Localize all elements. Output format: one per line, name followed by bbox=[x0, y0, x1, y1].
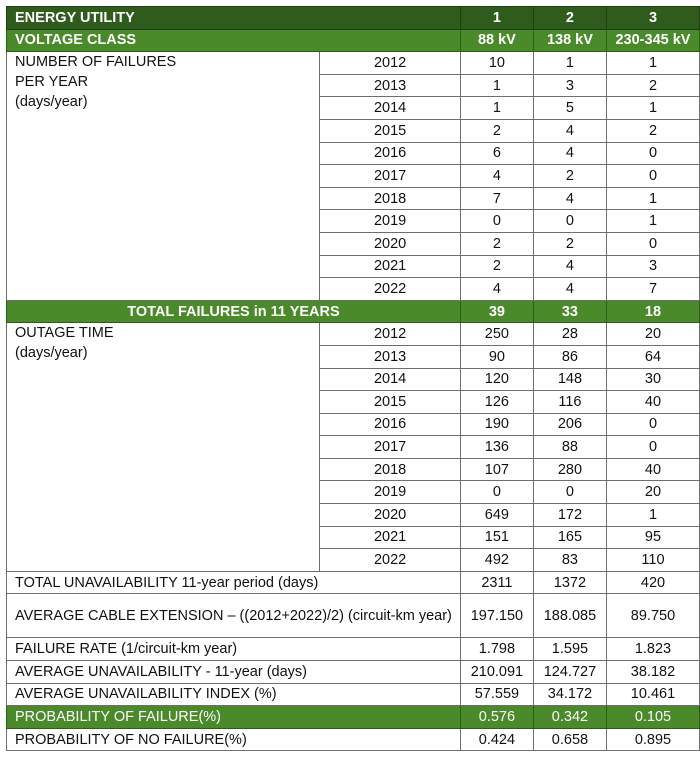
value-cell-utility-1: 136 bbox=[460, 436, 533, 459]
value-cell-utility-1: 492 bbox=[460, 549, 533, 572]
value-cell-utility-3: 40 bbox=[606, 458, 699, 481]
summary-value-utility-3: 38.182 bbox=[606, 661, 699, 684]
value-cell-utility-2: 0 bbox=[533, 481, 606, 504]
outage-year-row bbox=[7, 323, 700, 346]
value-cell-utility-2: 5 bbox=[533, 97, 606, 120]
summary-row bbox=[7, 571, 700, 594]
total-failures-utility-3: 18 bbox=[606, 300, 699, 323]
value-cell-utility-1: 0 bbox=[460, 210, 533, 233]
year-cell: 2017 bbox=[320, 436, 461, 459]
year-cell: 2019 bbox=[320, 481, 461, 504]
summary-value-utility-1: 57.559 bbox=[460, 683, 533, 706]
value-cell-utility-3: 2 bbox=[606, 74, 699, 97]
value-cell-utility-2: 28 bbox=[533, 323, 606, 346]
value-cell-utility-1: 90 bbox=[460, 345, 533, 368]
value-cell-utility-1: 4 bbox=[460, 278, 533, 301]
year-cell: 2022 bbox=[320, 278, 461, 301]
value-cell-utility-3: 64 bbox=[606, 345, 699, 368]
value-cell-utility-1: 649 bbox=[460, 504, 533, 527]
year-cell: 2015 bbox=[320, 119, 461, 142]
year-cell: 2013 bbox=[320, 345, 461, 368]
energy-utility-header-row bbox=[7, 7, 700, 30]
value-cell-utility-3: 30 bbox=[606, 368, 699, 391]
value-cell-utility-1: 151 bbox=[460, 526, 533, 549]
summary-value-utility-1: 0.424 bbox=[460, 728, 533, 751]
summary-value-utility-1: 0.576 bbox=[460, 706, 533, 729]
value-cell-utility-2: 4 bbox=[533, 142, 606, 165]
value-cell-utility-3: 1 bbox=[606, 52, 699, 75]
year-cell: 2018 bbox=[320, 458, 461, 481]
summary-value-utility-1: 2311 bbox=[460, 571, 533, 594]
value-cell-utility-3: 95 bbox=[606, 526, 699, 549]
summary-value-utility-3: 10.461 bbox=[606, 683, 699, 706]
utility-2-header: 2 bbox=[533, 7, 606, 30]
value-cell-utility-1: 1 bbox=[460, 97, 533, 120]
value-cell-utility-2: 148 bbox=[533, 368, 606, 391]
voltage-2-header: 138 kV bbox=[533, 29, 606, 52]
value-cell-utility-2: 83 bbox=[533, 549, 606, 572]
value-cell-utility-2: 86 bbox=[533, 345, 606, 368]
value-cell-utility-1: 107 bbox=[460, 458, 533, 481]
year-cell: 2022 bbox=[320, 549, 461, 572]
summary-row bbox=[7, 683, 700, 706]
failures-group-label bbox=[7, 52, 320, 301]
year-cell: 2015 bbox=[320, 391, 461, 414]
summary-value-utility-3: 420 bbox=[606, 571, 699, 594]
summary-label: PROBABILITY OF NO FAILURE(%) bbox=[7, 728, 461, 751]
value-cell-utility-2: 88 bbox=[533, 436, 606, 459]
value-cell-utility-2: 206 bbox=[533, 413, 606, 436]
value-cell-utility-3: 40 bbox=[606, 391, 699, 414]
year-cell: 2016 bbox=[320, 142, 461, 165]
outage-group-label-line: (days/year) bbox=[15, 345, 88, 362]
value-cell-utility-3: 110 bbox=[606, 549, 699, 572]
summary-value-utility-3: 0.895 bbox=[606, 728, 699, 751]
summary-row bbox=[7, 661, 700, 684]
total-failures-label: TOTAL FAILURES in 11 YEARS bbox=[7, 300, 461, 323]
value-cell-utility-2: 280 bbox=[533, 458, 606, 481]
summary-label: FAILURE RATE (1/circuit-km year) bbox=[7, 638, 461, 661]
failures-group-label-line: PER YEAR bbox=[15, 74, 89, 91]
value-cell-utility-3: 7 bbox=[606, 278, 699, 301]
year-cell: 2013 bbox=[320, 74, 461, 97]
summary-value-utility-2: 188.085 bbox=[533, 594, 606, 638]
voltage-class-header-row bbox=[7, 29, 700, 52]
voltage-class-label: VOLTAGE CLASS bbox=[7, 29, 461, 52]
summary-value-utility-2: 34.172 bbox=[533, 683, 606, 706]
value-cell-utility-2: 0 bbox=[533, 210, 606, 233]
value-cell-utility-2: 4 bbox=[533, 187, 606, 210]
year-cell: 2014 bbox=[320, 97, 461, 120]
summary-value-utility-3: 0.105 bbox=[606, 706, 699, 729]
value-cell-utility-2: 1 bbox=[533, 52, 606, 75]
value-cell-utility-3: 0 bbox=[606, 436, 699, 459]
voltage-1-header: 88 kV bbox=[460, 29, 533, 52]
value-cell-utility-3: 20 bbox=[606, 323, 699, 346]
value-cell-utility-1: 4 bbox=[460, 165, 533, 188]
failures-year-row bbox=[7, 52, 700, 75]
value-cell-utility-1: 250 bbox=[460, 323, 533, 346]
year-cell: 2017 bbox=[320, 165, 461, 188]
value-cell-utility-2: 2 bbox=[533, 165, 606, 188]
summary-label: AVERAGE UNAVAILABILITY INDEX (%) bbox=[7, 683, 461, 706]
energy-utility-label: ENERGY UTILITY bbox=[7, 7, 461, 30]
total-failures-utility-2: 33 bbox=[533, 300, 606, 323]
value-cell-utility-3: 1 bbox=[606, 187, 699, 210]
value-cell-utility-1: 190 bbox=[460, 413, 533, 436]
summary-value-utility-2: 0.342 bbox=[533, 706, 606, 729]
summary-value-utility-3: 89.750 bbox=[606, 594, 699, 638]
value-cell-utility-3: 0 bbox=[606, 165, 699, 188]
summary-value-utility-3: 1.823 bbox=[606, 638, 699, 661]
value-cell-utility-2: 116 bbox=[533, 391, 606, 414]
summary-label: TOTAL UNAVAILABILITY 11-year period (days) bbox=[7, 571, 461, 594]
year-cell: 2021 bbox=[320, 255, 461, 278]
year-cell: 2012 bbox=[320, 323, 461, 346]
value-cell-utility-3: 20 bbox=[606, 481, 699, 504]
year-cell: 2020 bbox=[320, 504, 461, 527]
total-failures-row bbox=[7, 300, 700, 323]
year-cell: 2019 bbox=[320, 210, 461, 233]
summary-value-utility-2: 1372 bbox=[533, 571, 606, 594]
value-cell-utility-1: 126 bbox=[460, 391, 533, 414]
value-cell-utility-2: 3 bbox=[533, 74, 606, 97]
summary-value-utility-1: 197.150 bbox=[460, 594, 533, 638]
utility-3-header: 3 bbox=[606, 7, 699, 30]
value-cell-utility-1: 2 bbox=[460, 232, 533, 255]
value-cell-utility-1: 10 bbox=[460, 52, 533, 75]
failures-group-label-line: (days/year) bbox=[15, 94, 88, 111]
summary-value-utility-2: 1.595 bbox=[533, 638, 606, 661]
year-cell: 2018 bbox=[320, 187, 461, 210]
summary-row bbox=[7, 594, 700, 638]
reliability-table bbox=[6, 6, 700, 751]
value-cell-utility-1: 6 bbox=[460, 142, 533, 165]
value-cell-utility-1: 1 bbox=[460, 74, 533, 97]
value-cell-utility-2: 4 bbox=[533, 278, 606, 301]
value-cell-utility-3: 1 bbox=[606, 210, 699, 233]
value-cell-utility-3: 0 bbox=[606, 232, 699, 255]
failures-group-label-line: NUMBER OF FAILURES bbox=[15, 54, 177, 71]
summary-value-utility-1: 210.091 bbox=[460, 661, 533, 684]
summary-value-utility-2: 0.658 bbox=[533, 728, 606, 751]
value-cell-utility-2: 172 bbox=[533, 504, 606, 527]
summary-row bbox=[7, 728, 700, 751]
year-cell: 2016 bbox=[320, 413, 461, 436]
summary-value-utility-1: 1.798 bbox=[460, 638, 533, 661]
value-cell-utility-1: 2 bbox=[460, 119, 533, 142]
summary-row bbox=[7, 638, 700, 661]
year-cell: 2020 bbox=[320, 232, 461, 255]
value-cell-utility-2: 4 bbox=[533, 255, 606, 278]
value-cell-utility-3: 2 bbox=[606, 119, 699, 142]
year-cell: 2012 bbox=[320, 52, 461, 75]
voltage-3-header: 230-345 kV bbox=[606, 29, 699, 52]
utility-1-header: 1 bbox=[460, 7, 533, 30]
total-failures-utility-1: 39 bbox=[460, 300, 533, 323]
value-cell-utility-2: 165 bbox=[533, 526, 606, 549]
value-cell-utility-3: 1 bbox=[606, 504, 699, 527]
outage-group-label bbox=[7, 323, 320, 572]
summary-value-utility-2: 124.727 bbox=[533, 661, 606, 684]
summary-label: AVERAGE CABLE EXTENSION – ((2012+2022)/2) (circuit-km year) bbox=[7, 594, 461, 638]
summary-label: PROBABILITY OF FAILURE(%) bbox=[7, 706, 461, 729]
outage-group-label-line: OUTAGE TIME bbox=[15, 325, 114, 342]
value-cell-utility-3: 3 bbox=[606, 255, 699, 278]
value-cell-utility-2: 4 bbox=[533, 119, 606, 142]
value-cell-utility-1: 7 bbox=[460, 187, 533, 210]
year-cell: 2014 bbox=[320, 368, 461, 391]
year-cell: 2021 bbox=[320, 526, 461, 549]
value-cell-utility-3: 0 bbox=[606, 142, 699, 165]
value-cell-utility-3: 0 bbox=[606, 413, 699, 436]
value-cell-utility-1: 0 bbox=[460, 481, 533, 504]
value-cell-utility-1: 2 bbox=[460, 255, 533, 278]
summary-row bbox=[7, 706, 700, 729]
value-cell-utility-3: 1 bbox=[606, 97, 699, 120]
summary-label: AVERAGE UNAVAILABILITY - 11-year (days) bbox=[7, 661, 461, 684]
value-cell-utility-1: 120 bbox=[460, 368, 533, 391]
value-cell-utility-2: 2 bbox=[533, 232, 606, 255]
